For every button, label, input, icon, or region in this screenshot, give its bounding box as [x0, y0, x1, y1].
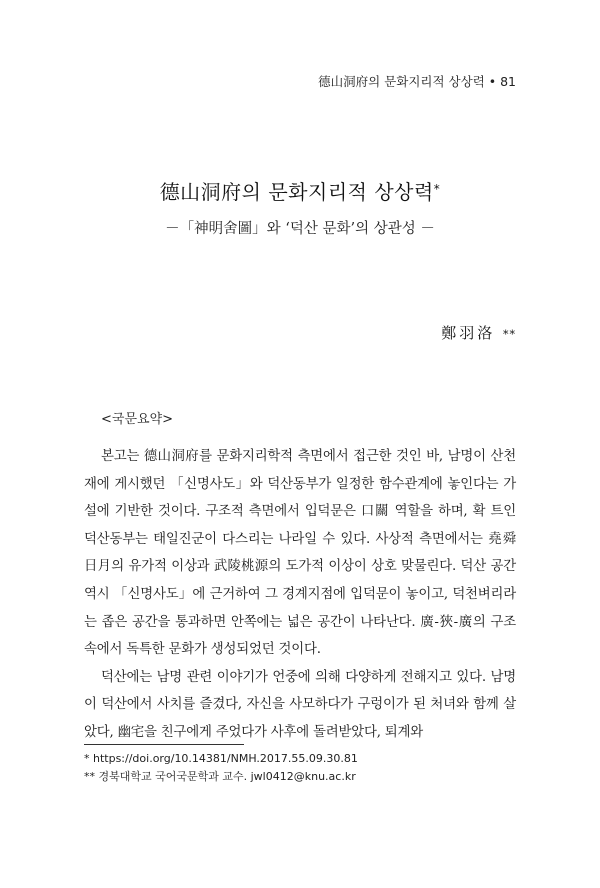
footnote-doi: * https://doi.org/10.14381/NMH.2017.55.09.30.81 — [84, 752, 358, 765]
title-block — [0, 176, 600, 238]
title-footnote-mark: * — [433, 182, 441, 196]
author-line — [441, 322, 516, 343]
footnote-author-affiliation: ** 경북대학교 국어국문학과 교수. jwl0412@knu.ac.kr — [84, 770, 356, 783]
paper-title-text: 德山洞府의 문화지리적 상상력 — [159, 180, 434, 204]
abstract-paragraph-2: 덕산에는 남명 관련 이야기가 언중에 의해 다양하게 전해지고 있다. 남명이 덕산에서 사치를 즐겼다, 자신을 사모하다가 구렁이가 된 처녀와 함께 살았다, 幽宅을 친구에게 주었다가 사후에 돌려받았다, 퇴계와 — [84, 669, 516, 740]
author-footnote-mark: ** — [503, 328, 516, 341]
abstract-body — [84, 443, 516, 747]
footnote-divider — [84, 744, 244, 745]
abstract-heading: <국문요약> — [101, 412, 174, 427]
author-name: 鄭羽洛 — [441, 324, 496, 342]
footnotes — [84, 750, 516, 786]
running-header: 德山洞府의 문화지리적 상상력 • 81 — [318, 74, 516, 89]
abstract-paragraph-1: 본고는 德山洞府를 문화지리학적 측면에서 접근한 것인 바, 남명이 산천재에 게시했던 「신명사도」와 덕산동부가 일정한 함수관계에 놓인다는 가설에 기반한 것이다. 구조적 측면에서 입덕문은 口關 역할을 하며, 확 트인 덕산동부는 태일진군이 다스리는 나라일 수 있다. 사상적 측면에서는 堯舜日月의 유가적 이상과 武陵桃源의 도가적 이상이 상호 맞물린다. 덕산 공간 역시 「신명사도」에 근거하여 그 경계지점에 입덕문이 놓이고, 덕천벼리라는 좁은 공간을 통과하면 안쪽에는 넓은 공간이 나타난다. 廣-狹-廣의 구조 속에서 독특한 문화가 생성되었던 것이다. — [84, 449, 516, 658]
paper-subtitle: －「神明舍圖」와 ‘덕산 문화’의 상관성 － — [165, 221, 435, 237]
paper-title — [0, 176, 600, 205]
